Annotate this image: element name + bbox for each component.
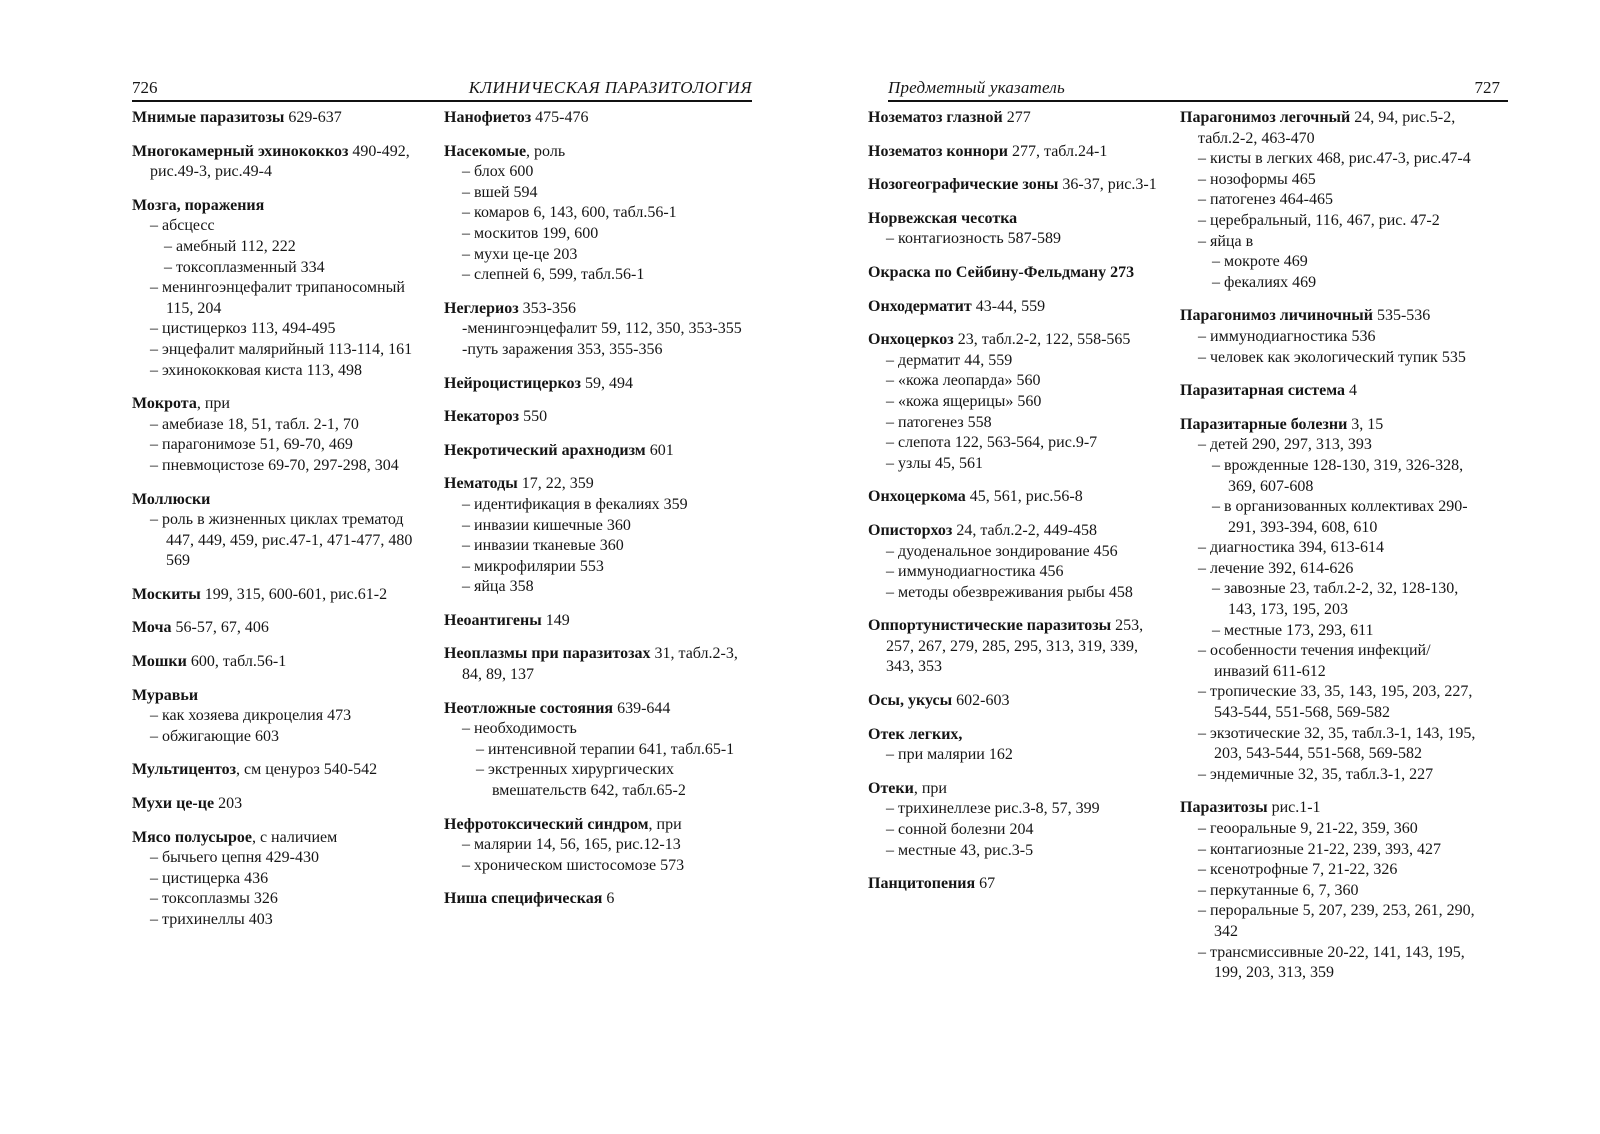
index-term: Нематоды: [444, 475, 518, 493]
index-term-line: [132, 108, 424, 129]
index-term-pages: 23, табл.2-2, 122, 558-565: [953, 331, 1131, 349]
index-subentry: – нозоформы 465: [1198, 170, 1316, 188]
index-subentry: – трихинеллы 403: [150, 911, 273, 928]
index-entry: [132, 142, 424, 183]
index-subentry: – перкутанные 6, 7, 360: [1198, 881, 1359, 899]
index-term: Неглериоз: [444, 299, 519, 317]
index-term-pages: 602-603: [952, 692, 1010, 710]
index-subentry: – менингоэнцефалит трипаносомный 115, 204: [150, 279, 405, 317]
index-entry: [444, 299, 744, 361]
right-page: [800, 0, 1600, 1134]
index-term: Мухи це-це: [132, 795, 215, 813]
index-entry: [132, 794, 424, 815]
index-term: Нозематоз коннори: [868, 142, 1008, 160]
index-term: Нефротоксический синдром: [444, 815, 649, 833]
index-term-pages: 490-492, рис.49-3, рис.49-4: [150, 142, 410, 181]
index-term: Паразитарная система: [1180, 382, 1345, 400]
index-term-line: [444, 611, 744, 632]
index-subentry: – слепней 6, 599, табл.56-1: [462, 266, 645, 284]
index-term: Описторхоз: [868, 521, 953, 539]
index-subentry: – эндемичные 32, 35, табл.3-1, 227: [1198, 765, 1434, 783]
index-entry: [868, 175, 1164, 196]
index-term: Онхоцеркома: [868, 488, 966, 506]
index-subentry: – эхинококковая киста 113, 498: [150, 361, 362, 379]
index-term: Парагонимоз легочный: [1180, 109, 1351, 126]
index-subsubentry: – мокроте 469: [1212, 253, 1308, 271]
index-entry: [1180, 798, 1480, 983]
index-subentry: – патогенез 558: [886, 413, 992, 431]
index-subentry: – парагонимозе 51, 69-70, 469: [150, 436, 353, 454]
index-entry: [132, 618, 424, 639]
index-term: Муравьи: [132, 686, 199, 704]
index-subentry: – экзотические 32, 35, табл.3-1, 143, 195, 203, 543-544, 551-568, 569-582: [1198, 724, 1476, 763]
index-subsubentry: – токсоплазменный 334: [164, 258, 325, 276]
index-term-pages: 31, табл.2-3, 84, 89, 137: [462, 645, 738, 684]
index-entry: [444, 441, 744, 462]
index-subentry: – вшей 594: [462, 183, 538, 201]
index-entry: [132, 585, 424, 606]
index-term-line: [444, 644, 744, 685]
index-entry: [444, 699, 744, 802]
index-term-pages: 17, 22, 359: [517, 475, 594, 493]
index-subentry: – ксенотрофные 7, 21-22, 326: [1198, 861, 1398, 879]
index-term-line: [132, 142, 424, 183]
index-subentry: – пероральные 5, 207, 239, 253, 261, 290, 342: [1198, 902, 1475, 940]
index-subentry: – яйца 358: [462, 578, 534, 596]
index-entry: [868, 521, 1164, 603]
index-subentry: – малярии 14, 56, 165, рис.12-13: [462, 836, 681, 854]
page-number: 727: [1474, 78, 1500, 97]
index-subsubentry: – интенсивной терапии 641, табл.65-1: [476, 740, 735, 758]
index-term: Нейроцистицеркоз: [444, 374, 581, 392]
index-term-line: [868, 297, 1164, 318]
index-term-line: [444, 407, 744, 428]
index-term-line: [868, 616, 1164, 678]
index-term-pages: 67: [975, 875, 996, 893]
index-term-line: [444, 889, 744, 910]
index-entry: [444, 815, 744, 877]
index-term: Паразитарные болезни: [1180, 415, 1348, 433]
running-title: Предметный указатель: [888, 78, 1065, 97]
index-subentry: – церебральный, 116, 467, рис. 47-2: [1198, 211, 1440, 229]
index-entry: [1180, 415, 1480, 786]
index-subentry: – трихинеллезе рис.3-8, 57, 399: [886, 800, 1100, 818]
index-term-pages: 3, 15: [1347, 415, 1384, 433]
page-header: [132, 76, 752, 102]
running-title: КЛИНИЧЕСКАЯ ПАРАЗИТОЛОГИЯ: [468, 78, 752, 97]
index-entry: [444, 474, 744, 598]
index-subentry: – слепота 122, 563-564, рис.9-7: [886, 434, 1098, 452]
index-term: Неоплазмы при паразитозах: [444, 645, 651, 663]
index-term-pages: 6: [602, 890, 615, 908]
index-subentry: – энцефалит малярийный 113-114, 161: [150, 340, 413, 358]
index-term-line: [868, 142, 1164, 163]
index-term-pages: 4: [1345, 382, 1357, 400]
page-number: 726: [132, 78, 158, 97]
index-term-line: [132, 618, 424, 639]
index-subentry: – необходимость: [462, 720, 577, 738]
index-term: Моча: [132, 619, 172, 637]
index-subentry: – человек как экологический тупик 535: [1198, 348, 1466, 366]
index-term-line: [868, 874, 1164, 895]
index-term-line: [1180, 381, 1480, 402]
index-entry: [132, 394, 424, 476]
index-subentry: – амебиазе 18, 51, табл. 2-1, 70: [150, 415, 359, 433]
index-term-line: [132, 794, 424, 815]
index-term-line: [444, 142, 744, 163]
index-term: Нозематоз глазной: [868, 109, 1003, 126]
index-subentry: – пневмоцистозе 69-70, 297-298, 304: [150, 456, 399, 474]
index-subentry: – геооральные 9, 21-22, 359, 360: [1198, 820, 1418, 837]
index-entry: [444, 407, 744, 428]
index-subentry: – диагностика 394, 613-614: [1198, 539, 1384, 557]
index-entry: [1180, 306, 1480, 368]
index-term: Отек легких,: [868, 725, 963, 743]
index-entry: [444, 108, 744, 129]
index-term: Нанофиетоз: [444, 109, 532, 126]
index-subsubentry: – фекалиях 469: [1212, 273, 1317, 291]
index-subentry: – особенности течения инфекций/инвазий 611-612: [1198, 642, 1431, 680]
index-subentry: – иммунодиагностика 456: [886, 563, 1064, 581]
index-term-pages: 277: [1002, 109, 1031, 126]
index-entry: [868, 725, 1164, 766]
index-term: Неотложные состояния: [444, 699, 614, 717]
index-term: Оппортунистические паразитозы: [868, 617, 1112, 635]
index-subentry: – «кожа леопарда» 560: [886, 372, 1041, 390]
index-subentry: -путь заражения 353, 355-356: [462, 340, 663, 358]
index-term-line: [132, 196, 424, 217]
index-term-pages: 56-57, 67, 406: [171, 619, 269, 637]
index-term-pages: , при: [196, 395, 230, 413]
index-entry: [444, 374, 744, 395]
index-subentry: – патогенез 464-465: [1198, 191, 1333, 209]
index-entry: [868, 330, 1164, 474]
index-subentry: – дуоденальное зондирование 456: [886, 542, 1118, 560]
index-subentry: – комаров 6, 143, 600, табл.56-1: [462, 204, 677, 222]
index-term-pages: , при: [913, 779, 947, 797]
index-column: [1180, 108, 1480, 997]
index-subentry: – бычьего цепня 429-430: [150, 849, 319, 867]
index-subentry: – детей 290, 297, 313, 393: [1198, 436, 1372, 454]
index-term-pages: , с наличием: [251, 828, 338, 846]
index-term-pages: рис.1-1: [1267, 799, 1321, 817]
index-term: Мнимые паразитозы: [132, 109, 285, 126]
index-column: [444, 108, 744, 923]
index-subsubentry: – экстренных хирургических вмешательств 642, табл.65-2: [476, 761, 686, 800]
index-term-line: [444, 815, 744, 836]
index-subentry: – иммунодиагностика 536: [1198, 327, 1376, 345]
index-subentry: – дерматит 44, 559: [886, 351, 1013, 369]
index-term: Ниша специфическая: [444, 890, 603, 908]
index-term: Панцитопения: [868, 875, 976, 893]
index-term-pages: 600, табл.56-1: [186, 653, 287, 671]
index-subentry: – трансмиссивные 20-22, 141, 143, 195, 199, 203, 313, 359: [1198, 943, 1465, 982]
index-term-line: [132, 828, 424, 849]
index-term-pages: , см ценуроз 540-542: [236, 761, 378, 779]
index-entry: [132, 196, 424, 381]
index-subsubentry: – в организованных коллективах 290-291, 393-394, 608, 610: [1212, 498, 1468, 536]
index-subentry: – как хозяева дикроцелия 473: [150, 707, 352, 725]
index-term-pages: 24, 94, рис.5-2, табл.2-2, 463-470: [1198, 109, 1456, 147]
index-subentry: – при малярии 162: [886, 746, 1013, 764]
index-subsubentry: – врожденные 128-130, 319, 326-328, 369, 607-608: [1212, 456, 1464, 495]
index-term-line: [868, 175, 1164, 196]
index-entry: [1180, 108, 1480, 293]
index-term-line: [1180, 415, 1480, 436]
index-term-line: [132, 652, 424, 673]
index-subentry: – идентификация в фекалиях 359: [462, 495, 688, 513]
index-subentry: – контагиозные 21-22, 239, 393, 427: [1198, 840, 1441, 858]
index-column: [132, 108, 424, 944]
index-entry: [868, 108, 1164, 129]
index-subentry: – тропические 33, 35, 143, 195, 203, 227, 543-544, 551-568, 569-582: [1198, 683, 1473, 722]
index-term: Осы, укусы: [868, 692, 953, 710]
index-entry: [444, 142, 744, 286]
index-term: Мясо полусырое: [132, 828, 252, 846]
index-entry: [132, 108, 424, 129]
index-term-pages: 59, 494: [580, 374, 633, 392]
index-term-line: [444, 699, 744, 720]
index-entry: [444, 889, 744, 910]
index-subentry: – обжигающие 603: [150, 727, 279, 745]
index-entry: [1180, 381, 1480, 402]
index-entry: [868, 779, 1164, 861]
index-subsubentry: – амебный 112, 222: [164, 237, 296, 255]
index-subentry: – токсоплазмы 326: [150, 890, 278, 908]
index-term-pages: 353-356: [518, 299, 576, 317]
index-subentry: – роль в жизненных циклах трематод 447, 449, 459, рис.47-1, 471-477, 480 569: [150, 511, 413, 570]
index-term: Норвежская чесотка: [868, 209, 1018, 227]
index-entry: [868, 263, 1164, 284]
index-entry: [132, 686, 424, 748]
index-subentry: – микрофилярии 553: [462, 557, 604, 575]
index-term: Парагонимоз личиночный: [1180, 307, 1373, 325]
index-term: Неоантигены: [444, 611, 542, 629]
index-subentry: – москитов 199, 600: [462, 224, 599, 242]
index-term-pages: 253, 257, 267, 279, 285, 295, 313, 319, 339, 343, 353: [886, 617, 1144, 676]
index-term: Многокамерный эхинококкоз: [132, 142, 349, 160]
index-term: Некатороз: [444, 408, 520, 426]
index-term-pages: 199, 315, 600-601, рис.61-2: [200, 585, 388, 603]
index-entry: [132, 490, 424, 572]
index-term-pages: 149: [541, 611, 570, 629]
index-term-pages: 36-37, рис.3-1: [1058, 176, 1157, 194]
index-entry: [132, 760, 424, 781]
index-term-line: [1180, 306, 1480, 327]
index-term-line: [132, 686, 424, 707]
index-subentry: – мухи це-це 203: [462, 245, 578, 263]
index-term: Некротический арахнодизм: [444, 441, 646, 459]
index-subentry: – цистицеркоз 113, 494-495: [150, 320, 336, 338]
index-column: [868, 108, 1164, 908]
index-entry: [444, 611, 744, 632]
index-subsubentry: – местные 173, 293, 611: [1212, 621, 1374, 639]
index-term: Мультицентоз: [132, 761, 237, 779]
index-subentry: – узлы 45, 561: [886, 454, 984, 472]
index-term-pages: 629-637: [284, 109, 342, 126]
index-term-pages: 24, табл.2-2, 449-458: [952, 521, 1098, 539]
index-term-pages: 639-644: [613, 699, 671, 717]
index-subentry: – контагиозность 587-589: [886, 230, 1061, 248]
index-entry: [868, 616, 1164, 678]
index-entry: [868, 691, 1164, 712]
index-term-pages: 43-44, 559: [971, 297, 1046, 315]
index-entry: [868, 487, 1164, 508]
index-term-line: [868, 725, 1164, 746]
index-term-pages: , при: [648, 815, 682, 833]
index-term: Паразитозы: [1180, 799, 1268, 817]
index-term-line: [1180, 798, 1480, 819]
index-term-pages: 601: [645, 441, 674, 459]
index-term-pages: 203: [214, 795, 243, 813]
index-term: Мошки: [132, 653, 187, 671]
index-subentry: – местные 43, рис.3-5: [886, 841, 1034, 859]
index-subentry: – методы обезвреживания рыбы 458: [886, 583, 1133, 601]
index-entry: [444, 644, 744, 685]
index-term-line: [132, 585, 424, 606]
index-subentry: – сонной болезни 204: [886, 821, 1034, 839]
index-term-line: [444, 474, 744, 495]
index-term-pages: 475-476: [531, 109, 589, 126]
index-term-line: [444, 299, 744, 320]
index-subentry: – яйца в: [1198, 232, 1254, 250]
index-term: Онходерматит: [868, 297, 972, 315]
index-subentry: – цистицерка 436: [150, 869, 269, 887]
index-entry: [132, 828, 424, 931]
index-term-pages: , роль: [526, 142, 566, 160]
index-term-pages: 45, 561, рис.56-8: [965, 488, 1083, 506]
index-term-line: [868, 263, 1164, 284]
index-term-pages: 535-536: [1372, 307, 1431, 325]
index-term-line: [868, 521, 1164, 542]
index-subentry: – блох 600: [462, 163, 534, 181]
index-term: Мокрота: [132, 395, 197, 413]
index-term-pages: 277, табл.24-1: [1008, 142, 1108, 160]
index-subentry: – «кожа ящерицы» 560: [886, 392, 1042, 410]
index-subentry: – инвазии тканевые 360: [462, 537, 624, 555]
index-entry: [132, 652, 424, 673]
index-subentry: – инвазии кишечные 360: [462, 516, 631, 534]
index-subentry: – кисты в легких 468, рис.47-3, рис.47-4: [1198, 150, 1471, 168]
page-header: [888, 76, 1508, 102]
index-term: Москиты: [132, 585, 201, 603]
index-term-line: [868, 487, 1164, 508]
index-subsubentry: – завозные 23, табл.2-2, 32, 128-130, 143, 173, 195, 203: [1212, 580, 1459, 619]
index-entry: [868, 142, 1164, 163]
index-term-line: [868, 209, 1164, 230]
index-term-line: [868, 330, 1164, 351]
index-term: Насекомые: [444, 142, 527, 160]
index-subentry: – лечение 392, 614-626: [1198, 559, 1354, 577]
index-subentry: – абсцесс: [150, 217, 215, 235]
index-term-line: [132, 760, 424, 781]
index-term-line: [132, 394, 424, 415]
index-term: Моллюски: [132, 490, 211, 508]
index-term-pages: 550: [519, 408, 548, 426]
index-term-line: [444, 441, 744, 462]
index-term-line: [444, 108, 744, 129]
index-term-line: [132, 490, 424, 511]
index-term-line: [868, 691, 1164, 712]
index-term-line: [444, 374, 744, 395]
index-term: Нозогеографические зоны: [868, 176, 1059, 194]
index-subentry: – хроническом шистосомозе 573: [462, 856, 685, 874]
index-term: Онхоцеркоз: [868, 331, 954, 349]
index-term-line: [868, 779, 1164, 800]
index-entry: [868, 297, 1164, 318]
index-term-line: [868, 108, 1164, 129]
index-entry: [868, 874, 1164, 895]
index-entry: [868, 209, 1164, 250]
index-term: Отеки: [868, 779, 914, 797]
index-subentry: -менингоэнцефалит 59, 112, 350, 353-355: [462, 320, 742, 338]
index-term-line: [1180, 108, 1480, 149]
index-term: Окраска по Сейбину-Фельдману 273: [868, 263, 1135, 281]
index-term: Мозга, поражения: [132, 196, 265, 214]
